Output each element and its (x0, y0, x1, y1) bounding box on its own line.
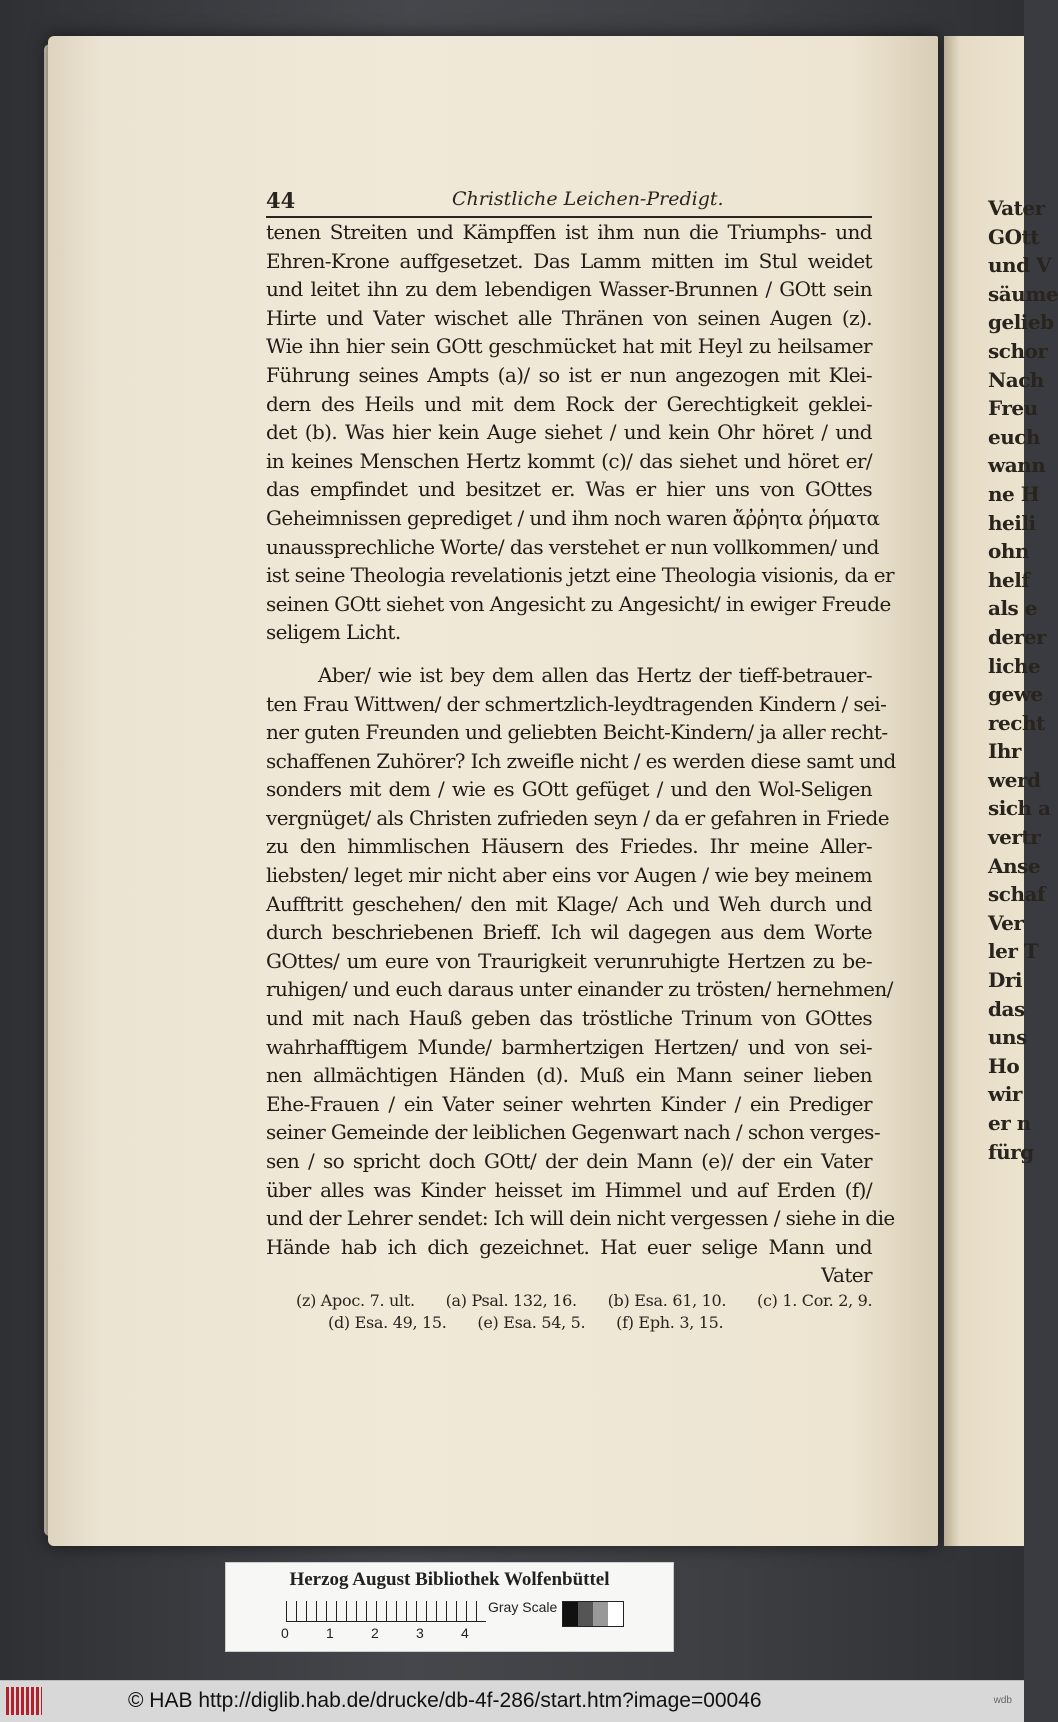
footnote: (a) Psal. 132, 16. (445, 1291, 577, 1310)
gray-scale-label: Gray Scale (488, 1599, 558, 1615)
paragraph-gap (266, 647, 872, 661)
text-line: das empfindet und besitzet er. Was er hier uns von GOttes (266, 477, 872, 502)
running-title: Christliche Leichen-Predigt. (452, 188, 724, 210)
footnote: (z) Apoc. 7. ult. (296, 1291, 415, 1310)
page-header (266, 186, 872, 218)
hab-logo-icon (6, 1687, 42, 1715)
text-line: seiner Gemeinde der leiblichen Gegenwart nach / schon verges- (266, 1120, 881, 1145)
text-line: Geheimnissen geprediget / und ihm noch waren ἄῤῥητα ῥήματα (266, 505, 880, 530)
scale-number: 3 (416, 1625, 424, 1641)
text-line: und mit nach Hauß geben das tröstliche Trinum von GOttes (266, 1006, 872, 1031)
footnote-row (296, 1312, 886, 1334)
scale-number: 4 (461, 1625, 469, 1641)
color-calibration-card (225, 1562, 674, 1652)
footnote: (e) Esa. 54, 5. (477, 1313, 586, 1332)
footnote: (f) Eph. 3, 15. (616, 1313, 724, 1332)
text-line: Ehe-Frauen / ein Vater seiner wehrten Kinder / ein Prediger (266, 1091, 872, 1116)
gray-scale-swatches (562, 1601, 624, 1627)
footnote-row (296, 1290, 886, 1312)
text-line: vergnüget/ als Christen zufrieden seyn / da er gefahren in Friede (266, 805, 889, 830)
text-line: Ehren-Krone auffgesetzet. Das Lamm mitten im Stul weidet (266, 248, 872, 273)
page-number: 44 (266, 188, 296, 213)
footnote: (d) Esa. 49, 15. (328, 1313, 447, 1332)
scale-ruler (286, 1601, 486, 1622)
text-line: durch beschriebenen Brieff. Ich wil dagegen aus dem Worte (266, 920, 872, 945)
text-line: und der Lehrer sendet: Ich will dein nicht vergessen / siehe in die (266, 1206, 895, 1231)
text-line: unaussprechliche Worte/ das verstehet er nun vollkommen/ und (266, 534, 879, 559)
text-line: zu den himmlischen Häusern des Friedes. Ihr meine Aller- (266, 834, 872, 859)
text-line: sonders mit dem / wie es GOtt gefüget / und den Wol-Seligen (266, 777, 872, 802)
footnotes (296, 1290, 886, 1334)
text-line: und leitet ihn zu dem lebendigen Wasser-Brunnen / GOtt sein (266, 277, 872, 302)
text-line: in keines Menschen Hertz kommt (c)/ das siehet und höret er/ (266, 448, 872, 473)
text-line: ist seine Theologia revelationis jetzt eine Theologia visionis, da er (266, 563, 894, 588)
facing-page-text: Vater GOtt und V säume gelieb schor Nach Freu euch wann ne H heili ohn helf als e derer liche gewe recht Ihr werd sich a vertr Anse schaf Ver ler T Dri das uns Ho wir er n fürg (988, 196, 1058, 1164)
text-line: Aber/ wie ist bey dem allen das Hertz der tieff-betrauer- (318, 662, 872, 687)
text-line: sen / so spricht doch GOtt/ der dein Mann (e)/ der ein Vater (266, 1149, 872, 1173)
text-line: dern des Heils und mit dem Rock der Gerechtigkeit geklei- (266, 391, 872, 416)
status-small-label: wdb (993, 1695, 1012, 1706)
scale-number: 0 (281, 1625, 289, 1641)
text-line: liebsten/ leget mir nicht aber eins vor Augen / wie bey meinem (266, 863, 872, 888)
gray-swatch (593, 1602, 608, 1626)
text-line: Aufftritt geschehen/ den mit Klage/ Ach und Weh durch und (266, 891, 872, 916)
text-line: seinen GOtt siehet von Angesicht zu Angesicht/ in ewiger Freude (266, 591, 891, 616)
text-line: schaffenen Zuhörer? Ich zweifle nicht / es werden diese samt und (266, 748, 896, 773)
text-line: tenen Streiten und Kämpffen ist ihm nun die Triumphs- und (266, 220, 872, 244)
library-name: Herzog August Bibliothek Wolfenbüttel (289, 1569, 610, 1590)
catchword: Vater (821, 1263, 872, 1288)
gray-swatch (578, 1602, 593, 1626)
text-line: seligem Licht. (266, 620, 401, 645)
facing-page-fragment (944, 36, 1058, 1546)
text-line: Führung seines Ampts (a)/ so ist er nun angezogen mit Klei- (266, 362, 872, 387)
text-line: ner guten Freunden und geliebten Beicht-Kindern/ ja aller recht- (266, 720, 888, 745)
scale-number: 2 (371, 1625, 379, 1641)
footnote: (c) 1. Cor. 2, 9. (757, 1291, 873, 1310)
text-line: über alles was Kinder heisset im Himmel und auf Erden (f)/ (266, 1177, 872, 1202)
status-bar (0, 1680, 1024, 1722)
footnote: (b) Esa. 61, 10. (607, 1291, 727, 1310)
text-line: nen allmächtigen Händen (d). Muß ein Mann seiner lieben (266, 1063, 872, 1088)
scale-number: 1 (326, 1625, 334, 1641)
copyright-url[interactable]: © HAB http://diglib.hab.de/drucke/db-4f-286/start.htm?image=00046 (128, 1689, 762, 1712)
text-line: ruhigen/ und euch daraus unter einander zu trösten/ hernehmen/ (266, 977, 893, 1002)
gray-swatch (563, 1602, 578, 1626)
text-line: Hirte und Vater wischet alle Thränen von seinen Augen (z). (266, 305, 872, 330)
text-line: ten Frau Wittwen/ der schmertzlich-leydtragenden Kindern / sei- (266, 691, 887, 716)
text-line: Wie ihn hier sein GOtt geschmücket hat mit Heyl zu heilsamer (266, 334, 872, 359)
page-body (266, 218, 896, 1290)
text-line: det (b). Was hier kein Auge siehet / und kein Ohr höret / und (266, 420, 872, 445)
text-line: Hände hab ich dich gezeichnet. Hat euer selige Mann und (266, 1234, 872, 1259)
text-line: wahrhafftigem Munde/ barmhertzigen Hertzen/ und von sei- (266, 1034, 872, 1059)
gray-swatch (608, 1602, 623, 1626)
text-line: GOttes/ um eure von Traurigkeit verunruhigte Hertzen zu be- (266, 948, 872, 973)
